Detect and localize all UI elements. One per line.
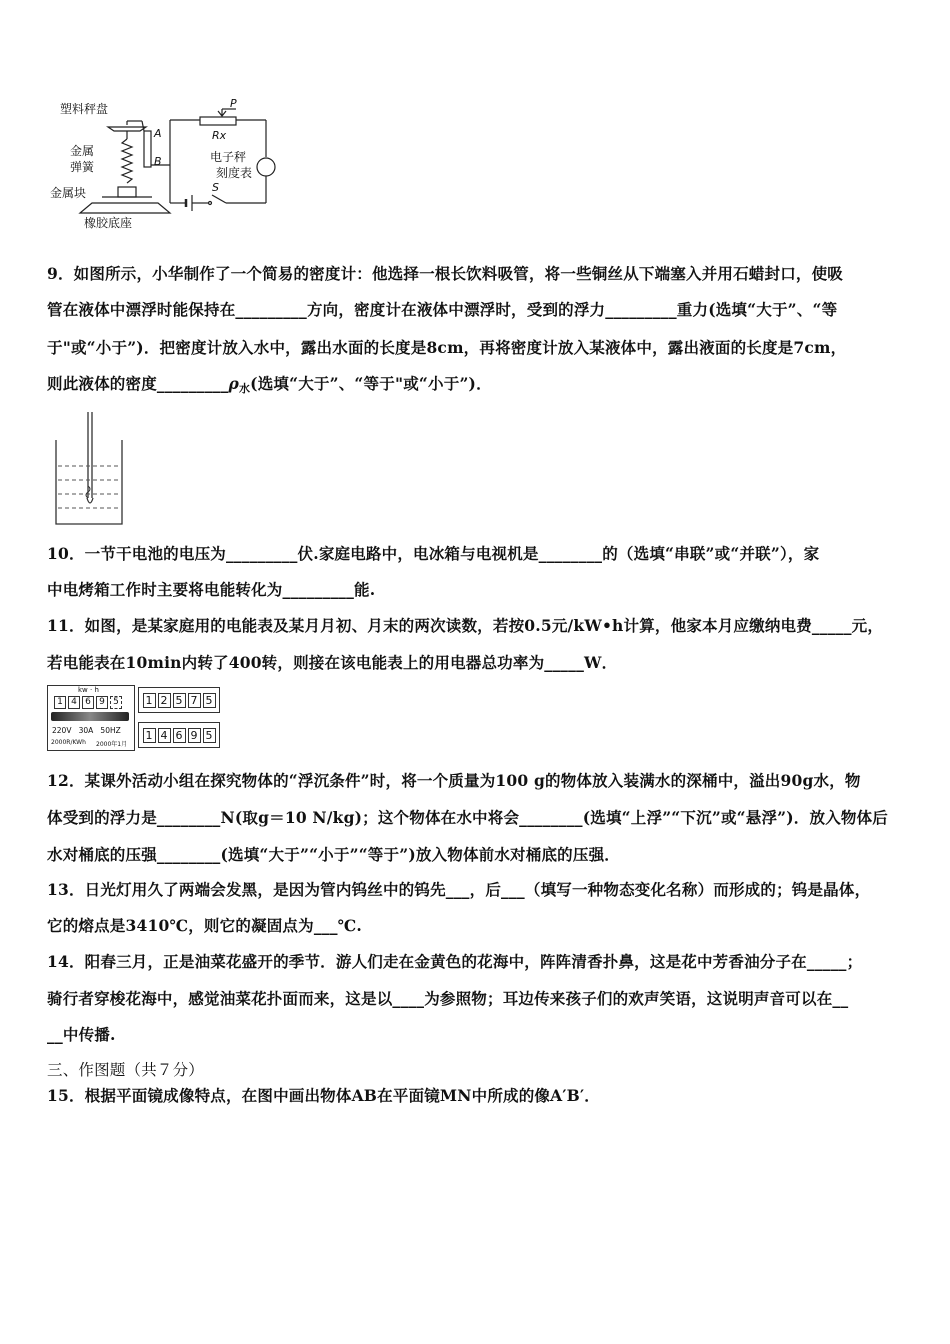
- energy-meter: [47, 685, 135, 751]
- rho-subscript: 水: [238, 382, 251, 395]
- label-rx: Rx: [212, 129, 227, 142]
- meter-digit: 4: [68, 696, 80, 709]
- label-b: B: [154, 155, 162, 168]
- q10-line-2: 中电烤箱工作时主要将电能转化为_________能.: [47, 580, 376, 599]
- q14-line-2: 骑行者穿梭花海中，感觉油菜花扑面而来，这是以____为参照物；耳边传来孩子们的欢声笑语，这说明声音可以在__: [47, 989, 849, 1008]
- q13-line-1: 13．日光灯用久了两端会发黑，是因为管内钨丝中的钨先___，后___（填写一种物态变化名称）而形成的；钨是晶体，: [47, 880, 871, 899]
- label-block: 金属块: [50, 186, 87, 200]
- reading-digit: 9: [188, 728, 201, 743]
- reading-digit: 1: [143, 693, 156, 708]
- q9-line-2: 管在液体中漂浮时能保持在_________方向，密度计在液体中漂浮时，受到的浮力_________重力(选填“大于”、“等: [47, 300, 838, 319]
- q9-line-3: 于"或“小于”)．把密度计放入水中，露出水面的长度是8cm，再将密度计放入某液体中，露出液面的长度是7cm，: [47, 338, 847, 357]
- rho-symbol: ρ: [228, 374, 239, 393]
- meter-revs: 2000R/KWh: [51, 739, 86, 746]
- label-plate: 塑料秤盘: [60, 102, 109, 116]
- q10-line-1: 10．一节干电池的电压为_________伏.家庭电路中，电冰箱与电视机是________的（选填“串联”或“并联”），家: [47, 544, 820, 563]
- reading-digit-decimal: 5: [203, 693, 216, 708]
- q14-line-1: 14．阳春三月，正是油菜花盛开的季节．游人们走在金黄色的花海中，阵阵清香扑鼻，这是花中芳香油分子在_____；: [47, 952, 863, 971]
- q15-line: 15．根据平面镜成像特点，在图中画出物体AB在平面镜MN中所成的像A′B′．: [47, 1086, 600, 1105]
- q13-line-2: 它的熔点是3410℃，则它的凝固点为___℃.: [47, 916, 363, 935]
- q9-line-4-a: 则此液体的密度_________: [47, 374, 229, 393]
- q12-line-1: 12．某课外活动小组在探究物体的“浮沉条件”时，将一个质量为100 g的物体放入装满水的深桶中，溢出90g水，物: [47, 771, 861, 790]
- reading-start-box: [138, 722, 220, 748]
- meter-digits: [54, 696, 122, 709]
- reading-digit: 4: [158, 728, 171, 743]
- label-switch: S: [212, 181, 219, 194]
- circuit-figure: [40, 95, 280, 235]
- q9-line-1: 9．如图所示，小华制作了一个简易的密度计：他选择一根长饮料吸管，将一些铜丝从下端塞入并用石蜡封口，使吸: [47, 264, 843, 283]
- reading-digit: 6: [173, 728, 186, 743]
- meter-date: 2000年1月: [96, 741, 128, 748]
- q11-line-1: 11．如图，是某家庭用的电能表及某月月初、月末的两次读数，若按0.5元/kW•h计算，他家本月应缴纳电费_____元，: [47, 616, 884, 635]
- q14-line-3: __中传播.: [47, 1025, 116, 1044]
- meter-digit: 6: [82, 696, 94, 709]
- label-scale-1: 电子秤: [210, 150, 247, 164]
- reading-digit: 7: [188, 693, 201, 708]
- meter-ratings: 220V 30A 50HZ: [52, 726, 121, 735]
- q9-line-4-b: (选填“大于”、“等于"或“小于”)．: [250, 374, 492, 393]
- reading-digit: 5: [173, 693, 186, 708]
- label-scale-2: 刻度表: [216, 166, 253, 180]
- reading-digit: 1: [143, 728, 156, 743]
- q12-line-3: 水对桶底的压强________(选填“大于”“小于”“等于”)放入物体前水对桶底的压强．: [47, 845, 620, 864]
- reading-end-box: [138, 687, 220, 713]
- section-heading: 三、作图题（共７分）: [47, 1061, 205, 1079]
- meter-digit: 9: [96, 696, 108, 709]
- q9-line-4: [47, 372, 492, 396]
- label-spring-2: 弹簧: [70, 160, 95, 174]
- label-spring-1: 金属: [70, 144, 95, 158]
- reading-digit-decimal: 5: [203, 728, 216, 743]
- meter-unit: kw · h: [78, 686, 99, 694]
- meter-digit: 1: [54, 696, 66, 709]
- label-p: P: [230, 97, 237, 110]
- label-a: A: [154, 127, 162, 140]
- meter-digit-decimal: 5: [110, 696, 122, 709]
- beaker-figure: [52, 410, 128, 528]
- q12-line-2: 体受到的浮力是________N(取g＝10 N/kg)；这个物体在水中将会________(选填“上浮”“下沉”或“悬浮”)．放入物体后: [47, 808, 889, 827]
- meter-disc: [51, 712, 129, 721]
- label-base: 橡胶底座: [84, 216, 133, 230]
- q11-line-2: 若电能表在10min内转了400转，则接在该电能表上的用电器总功率为_____W．: [47, 653, 618, 672]
- reading-digit: 2: [158, 693, 171, 708]
